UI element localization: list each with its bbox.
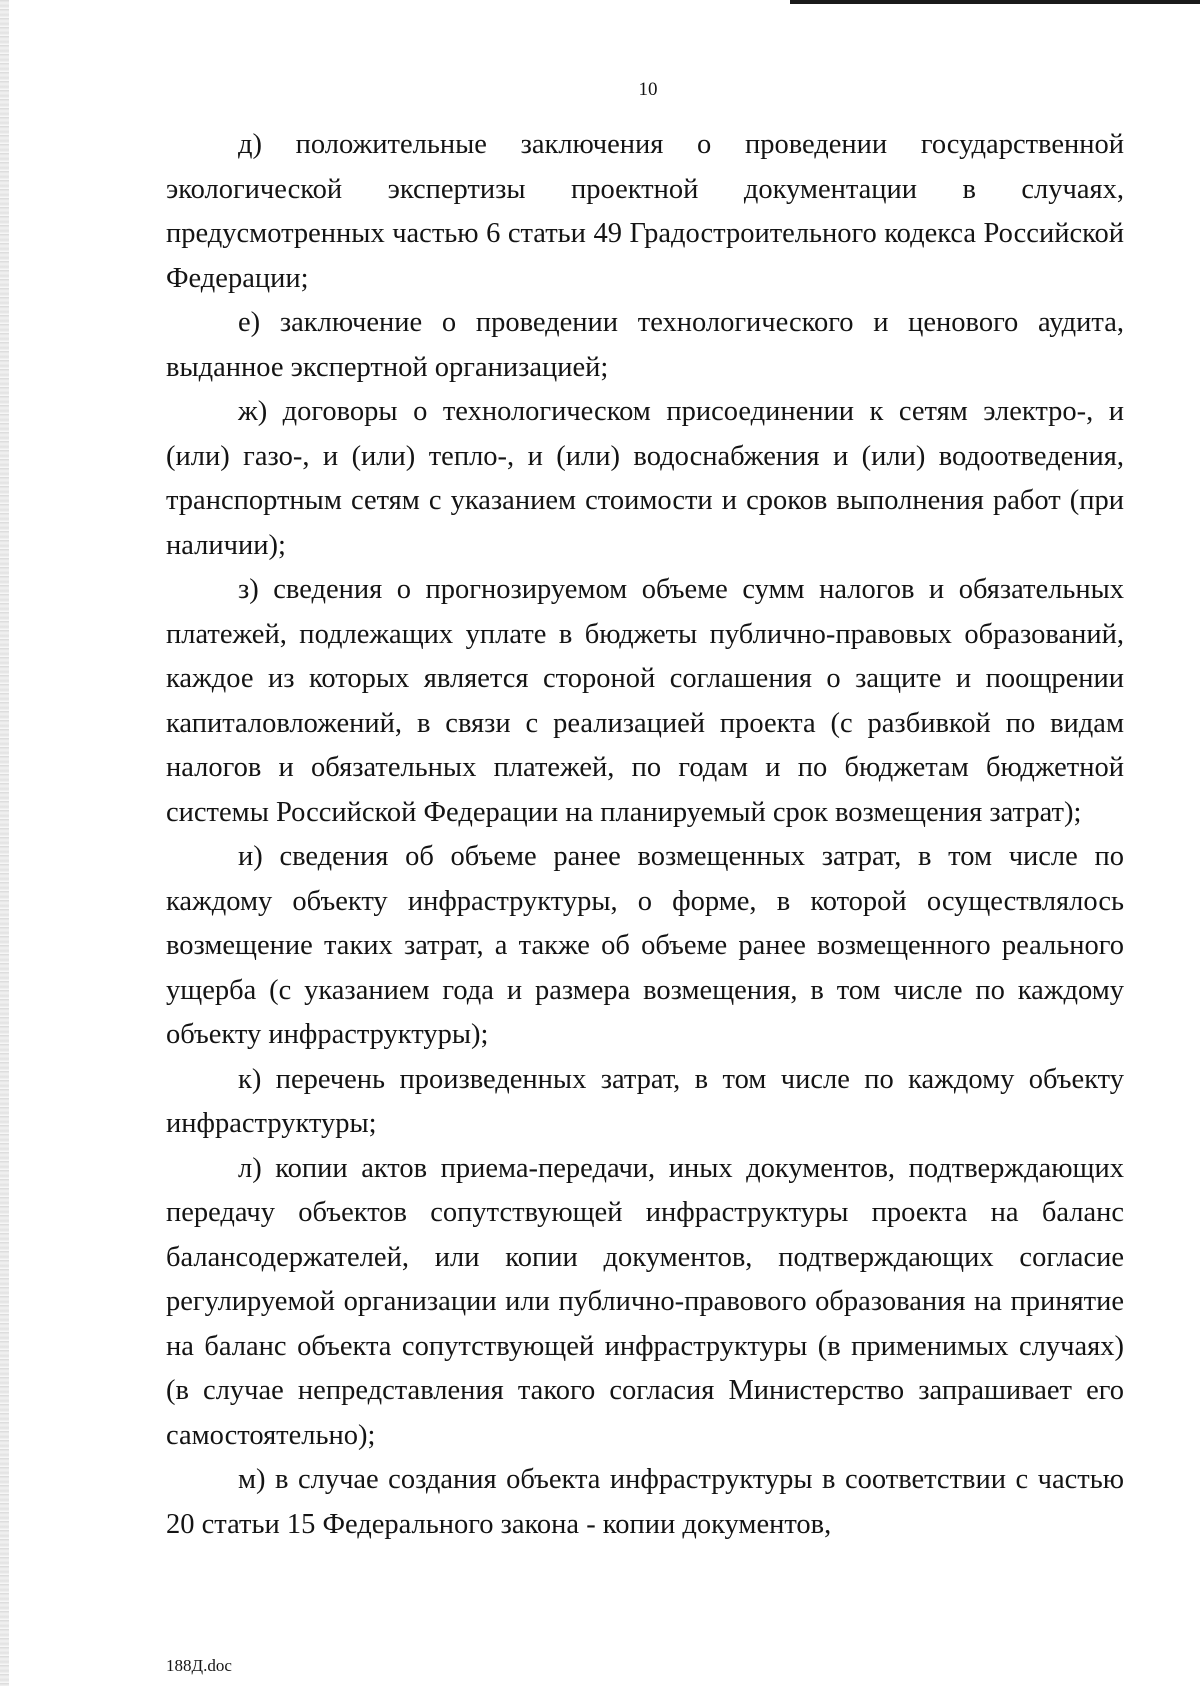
paragraph-z: з) сведения о прогнозируемом объеме сумм налогов и обязательных платежей, подлежащих уплате в бюджеты публично-правовых образований, каждое из которых является стороной соглашения о защите и поощрении капиталовложений, в связи с реализацией проекта (с разбивкой по видам налогов и обязательных платежей, по годам и по бюджетам бюджетной системы Российской Федерации на планируемый срок возмещения затрат); <box>166 574 1124 828</box>
paragraph-m: м) в случае создания объекта инфраструктуры в соответствии с частью 20 статьи 15 Федерального закона - копии документов, <box>166 1464 1124 1540</box>
footer-file-name: 188Д.doc <box>166 1656 232 1675</box>
paragraph-k: к) перечень произведенных затрат, в том числе по каждому объекту инфраструктуры; <box>166 1063 1124 1139</box>
top-rule-line <box>790 0 1200 4</box>
document-body <box>166 123 1124 1547</box>
paragraph-d: д) положительные заключения о проведении государственной экологической экспертизы проектной документации в случаях, предусмотренных частью 6 статьи 49 Градостроительного кодекса Российской Федерации; <box>166 129 1124 294</box>
paragraph-i: и) сведения об объеме ранее возмещенных затрат, в том числе по каждому объекту инфраструктуры, о форме, в которой осуществлялось возмещение таких затрат, а также об объеме ранее возмещенного реального ущерба (с указанием года и размера возмещения, в том числе по каждому объекту инфраструктуры); <box>166 841 1124 1050</box>
paragraph-e: е) заключение о проведении технологического и ценового аудита, выданное экспертной организацией; <box>166 307 1124 383</box>
scan-edge-shadow <box>0 0 9 1686</box>
paragraph-l: л) копии актов приема-передачи, иных документов, подтверждающих передачу объектов сопутствующей инфраструктуры проекта на баланс балансодержателей, или копии документов, подтверждающих согласие регулируемой организации или публично-правового образования на принятие на баланс объекта сопутствующей инфраструктуры (в применимых случаях) (в случае непредставления такого согласия Министерство запрашивает его самостоятельно); <box>166 1152 1124 1451</box>
paragraph-zh: ж) договоры о технологическом присоединении к сетям электро-, и (или) газо-, и (или) тепло-, и (или) водоснабжения и (или) водоотведения, транспортным сетям с указанием стоимости и сроков выполнения работ (при наличии); <box>166 396 1124 561</box>
page-number: 10 <box>638 79 658 100</box>
